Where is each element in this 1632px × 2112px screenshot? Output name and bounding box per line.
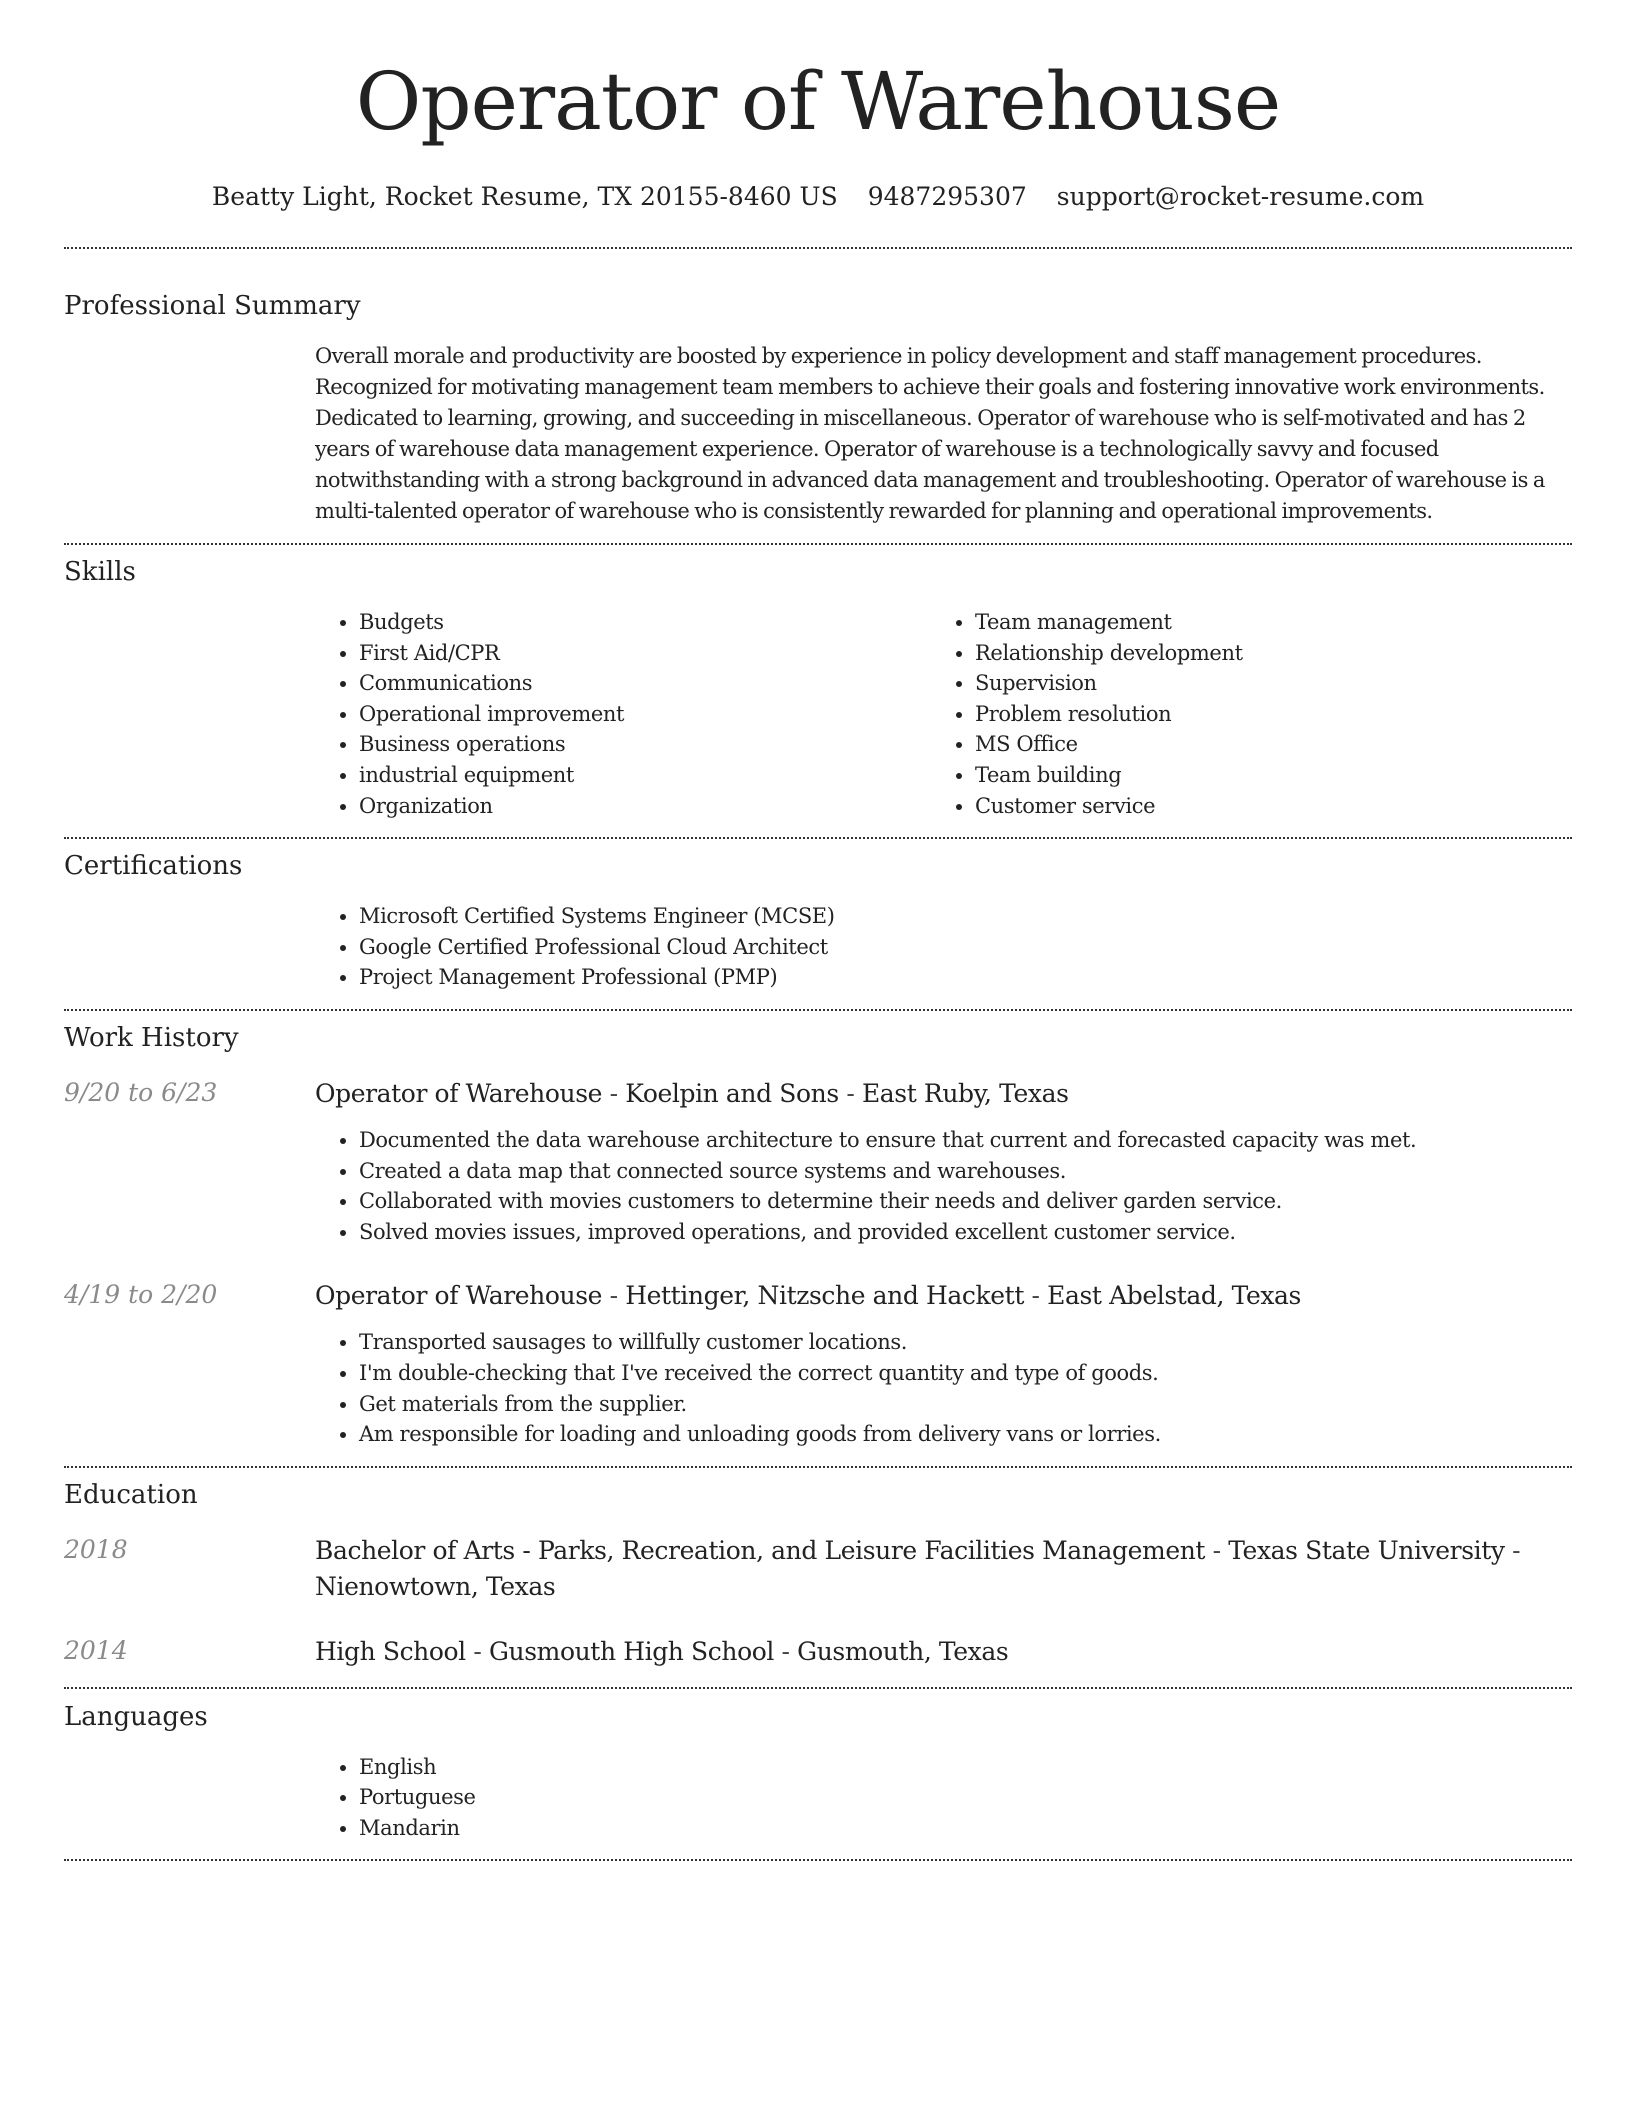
education-heading-line: Bachelor of Arts - Parks, Recreation, and Leisure Facilities Management - Texas State University - Nienowtown, Texas: [315, 1535, 1521, 1601]
job-duty: • Solved movies issues, improved operations, and provided excellent customer service.: [359, 1217, 1572, 1248]
education-heading: Education: [64, 1479, 198, 1510]
skill-item: • industrial equipment: [359, 760, 931, 791]
education-year: 2018: [64, 1534, 128, 1564]
education-degree: Bachelor of Arts - Parks, Recreation, and Leisure Facilities Management: [315, 1535, 1206, 1565]
job-location: East Abelstad, Texas: [1047, 1281, 1301, 1311]
education-year: 2014: [64, 1635, 128, 1665]
education-entry: [64, 1533, 1572, 1605]
job-duty: • Get materials from the supplier.: [359, 1389, 1572, 1420]
summary-text: Overall morale and productivity are boosted by experience in policy development and staff management procedures. Recognized for motivating management team members to achieve their goals and fostering innovative work environments. Dedicated to learning, growing, and succeeding in miscellaneous. Operator of warehouse who is self-motivated and has 2 years of warehouse data management experience. Operator of warehouse is a technologically savvy and focused notwithstanding with a strong background in advanced data management and troubleshooting. Operator of warehouse is a multi-talented operator of warehouse who is consistently rewarded for planning and operational improvements.: [315, 344, 1545, 523]
skill-item: • MS Office: [975, 729, 1547, 760]
skill-item: • Business operations: [359, 729, 931, 760]
job-duty: • Created a data map that connected source systems and warehouses.: [359, 1156, 1572, 1187]
job-duty: • Transported sausages to willfully customer locations.: [359, 1327, 1572, 1358]
education-heading-line: High School - Gusmouth High School - Gusmouth, Texas: [315, 1636, 1009, 1666]
job-dates: 4/19 to 2/20: [64, 1280, 218, 1310]
skill-item: • Organization: [359, 791, 931, 822]
job-duty: • I'm double-checking that I've received the correct quantity and type of goods.: [359, 1358, 1572, 1389]
languages-list: [315, 1752, 1572, 1844]
certifications-heading: Certifications: [64, 851, 243, 882]
resume-title: Operator of Warehouse: [355, 55, 1281, 148]
job-duty: • Am responsible for loading and unloading goods from delivery vans or lorries.: [359, 1419, 1572, 1450]
skills-heading: Skills: [64, 557, 136, 587]
skills-grid: [315, 607, 1572, 821]
contact-address: Beatty Light, Rocket Resume, TX 20155-8460 US: [211, 182, 838, 211]
skill-item: • First Aid/CPR: [359, 638, 931, 669]
language-item: • Portuguese: [359, 1782, 1572, 1813]
contact-phone: 9487295307: [867, 182, 1027, 211]
skill-item: • Operational improvement: [359, 699, 931, 730]
education-location: Gusmouth, Texas: [797, 1636, 1009, 1666]
job-title: Operator of Warehouse: [315, 1281, 603, 1311]
education-school: Gusmouth High School: [488, 1636, 774, 1666]
language-item: • English: [359, 1752, 1572, 1783]
section-divider: [64, 543, 1572, 545]
job-location: East Ruby, Texas: [861, 1078, 1069, 1108]
job-duty: • Collaborated with movies customers to determine their needs and deliver garden service.: [359, 1186, 1572, 1217]
job-entry: [64, 1278, 1572, 1449]
skill-item: • Supervision: [975, 668, 1547, 699]
education-degree: High School: [315, 1636, 466, 1666]
education-location: Nienowtown, Texas: [315, 1571, 556, 1601]
job-dates: 9/20 to 6/23: [64, 1077, 218, 1107]
contact-line: [64, 180, 1572, 214]
section-divider: [64, 1466, 1572, 1468]
skills-column-left: [315, 607, 931, 821]
job-duty: • Documented the data warehouse architecture to ensure that current and forecasted capacity was met.: [359, 1125, 1572, 1156]
job-company: Hettinger, Nitzsche and Hackett: [625, 1281, 1024, 1311]
job-title: Operator of Warehouse: [315, 1078, 603, 1108]
job-duties: [315, 1125, 1572, 1247]
certification-item: • Microsoft Certified Systems Engineer (MCSE): [359, 901, 1572, 932]
section-divider: [64, 1859, 1572, 1861]
resume-page: [64, 0, 1572, 1861]
work-history-heading: Work History: [64, 1022, 239, 1053]
skill-item: • Customer service: [975, 791, 1547, 822]
section-divider: [64, 247, 1572, 249]
certification-item: • Google Certified Professional Cloud Architect: [359, 932, 1572, 963]
summary-heading: Professional Summary: [64, 291, 361, 321]
education-school: Texas State University: [1228, 1535, 1505, 1565]
education-entry: [64, 1634, 1572, 1670]
job-duties: [315, 1327, 1572, 1449]
job-heading: Operator of Warehouse - Koelpin and Sons - East Ruby, Texas: [315, 1078, 1069, 1108]
skill-item: • Problem resolution: [975, 699, 1547, 730]
section-divider: [64, 837, 1572, 839]
certification-item: • Project Management Professional (PMP): [359, 962, 1572, 993]
skill-item: • Communications: [359, 668, 931, 699]
job-company: Koelpin and Sons: [625, 1078, 839, 1108]
job-entry: [64, 1076, 1572, 1247]
language-item: • Mandarin: [359, 1813, 1572, 1844]
skills-column-right: [931, 607, 1547, 821]
section-divider: [64, 1687, 1572, 1689]
skill-item: • Team building: [975, 760, 1547, 791]
skill-item: • Budgets: [359, 607, 931, 638]
skill-item: • Relationship development: [975, 638, 1547, 669]
certifications-list: [315, 901, 1572, 993]
skill-item: • Team management: [975, 607, 1547, 638]
section-divider: [64, 1009, 1572, 1011]
contact-email: support@rocket-resume.com: [1056, 182, 1425, 211]
job-heading: Operator of Warehouse - Hettinger, Nitzsche and Hackett - East Abelstad, Texas: [315, 1281, 1301, 1311]
languages-heading: Languages: [64, 1701, 208, 1732]
